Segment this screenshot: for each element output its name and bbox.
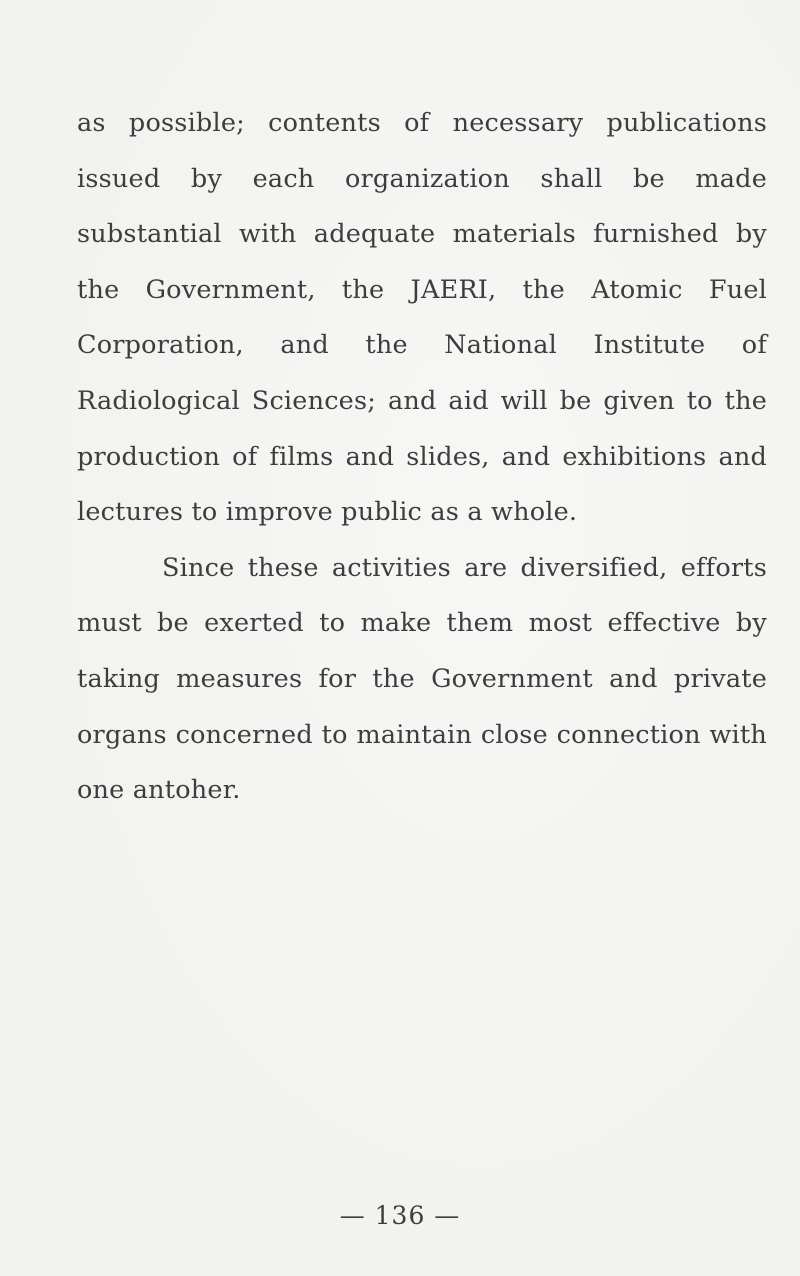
body-text — [77, 96, 767, 819]
paragraph-since-these-activities: Since these activities are diversified, efforts must be exerted to make them most effective by taking measures for the Government and private organs concerned to maintain close connection with one antoher. — [77, 552, 767, 806]
paragraph-continued: as possible; contents of necessary publications issued by each organization shall be made substantial with adequate materials furnished by the Government, the JAERI, the Atomic Fuel Corporation, and the National Institute of Radiological Sciences; and aid will be given to the production of films and slides, and exhibitions and lectures to improve public as a whole. — [77, 108, 767, 528]
page-number: — 136 — — [339, 1201, 461, 1230]
